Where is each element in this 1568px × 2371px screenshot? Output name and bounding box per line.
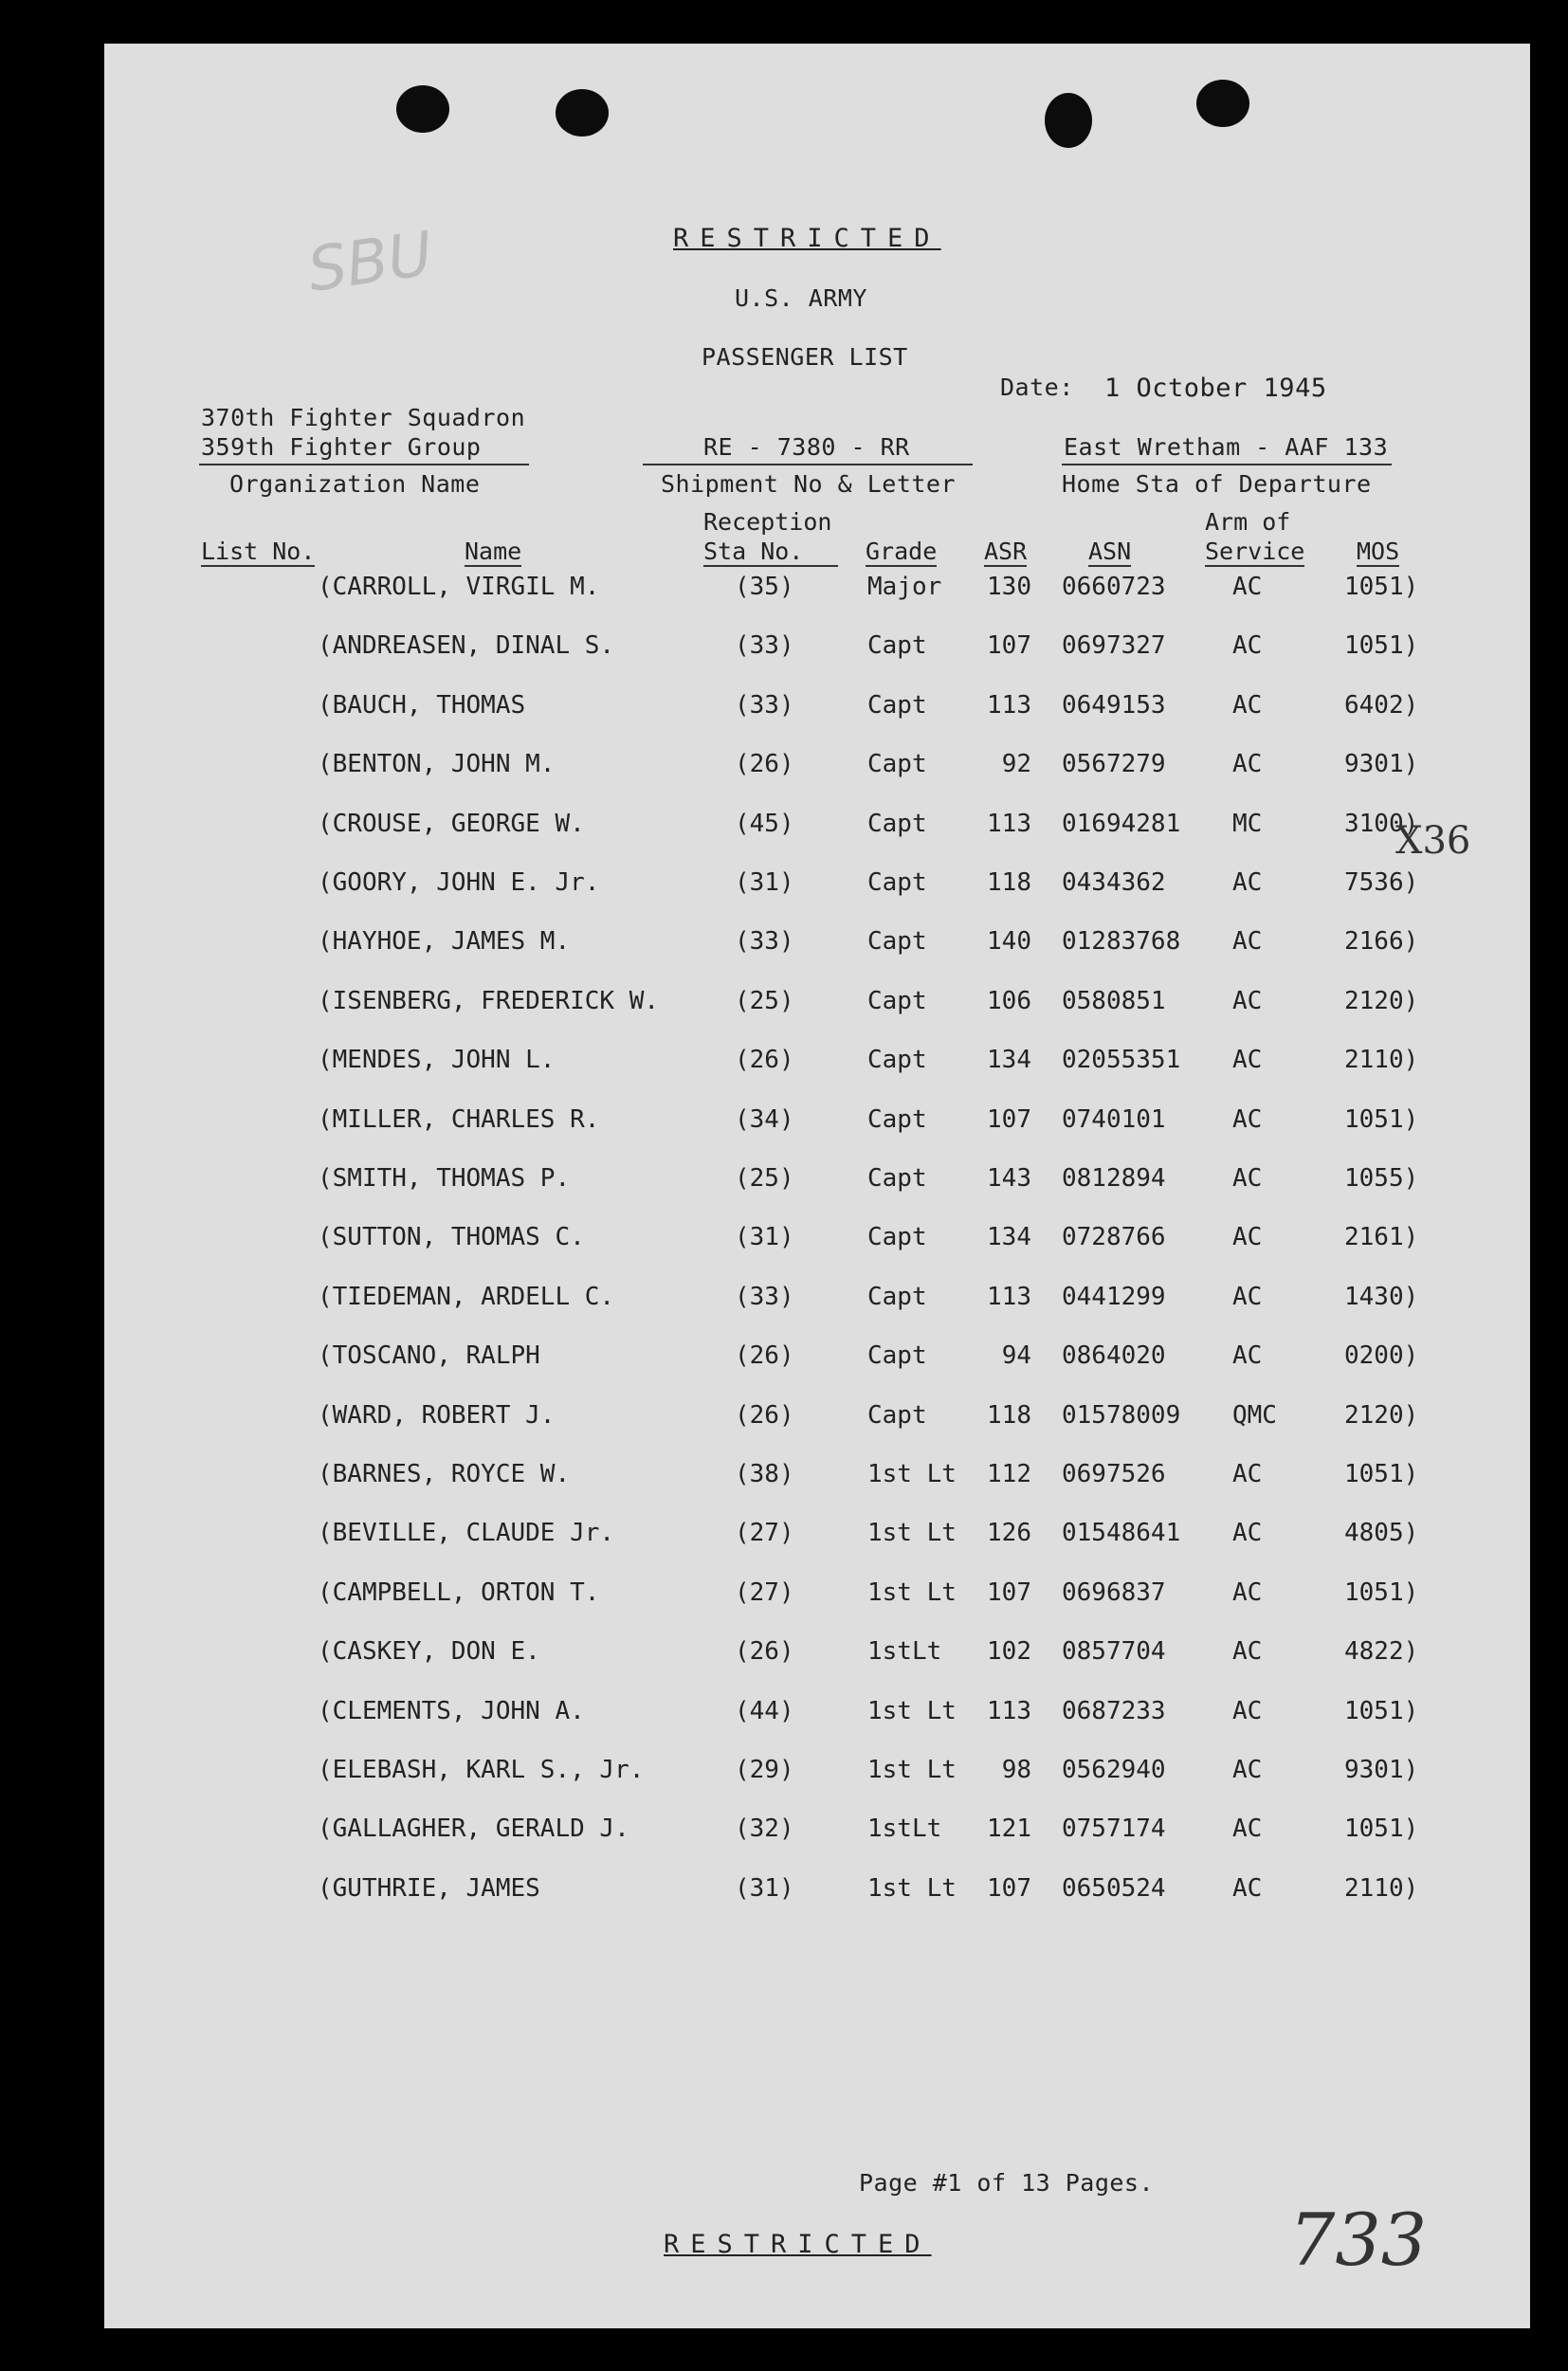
- col-reception-line2: Sta No.: [703, 538, 838, 567]
- col-grade: Grade: [866, 538, 938, 565]
- asr-score: 134: [987, 1223, 1031, 1251]
- shipment-underline: [643, 464, 973, 465]
- passenger-name: (TIEDEMAN, ARDELL C.: [318, 1283, 615, 1311]
- reception-station: (38): [735, 1460, 794, 1488]
- asr-score: 113: [987, 810, 1031, 838]
- reception-station: (45): [735, 810, 794, 838]
- table-row: [0, 1874, 1568, 1912]
- asr-score: 107: [987, 1874, 1031, 1903]
- table-row: [0, 750, 1568, 788]
- mos-code: 9301): [1344, 750, 1419, 778]
- table-row: [0, 1105, 1568, 1143]
- asr-score: 118: [987, 868, 1031, 897]
- reception-station: (29): [735, 1756, 794, 1784]
- mos-code: 1051): [1344, 631, 1419, 660]
- serial-number: 0697526: [1062, 1460, 1166, 1488]
- grade: 1st Lt: [867, 1578, 957, 1607]
- grade: 1st Lt: [867, 1460, 957, 1488]
- reception-station: (26): [735, 750, 794, 778]
- arm-of-service: AC: [1232, 1815, 1263, 1843]
- asr-score: 118: [987, 1401, 1031, 1430]
- date-value: 1 October 1945: [1104, 374, 1327, 403]
- asr-score: 113: [987, 691, 1031, 720]
- home-station-value: East Wretham - AAF 133: [1064, 433, 1389, 461]
- organization-label: Organization Name: [229, 470, 481, 498]
- serial-number: 01548641: [1062, 1519, 1181, 1547]
- reception-station: (27): [735, 1519, 794, 1547]
- reception-station: (33): [735, 1283, 794, 1311]
- mos-code: 2166): [1344, 927, 1419, 956]
- arm-of-service: AC: [1232, 1578, 1263, 1607]
- restricted-bottom: RESTRICTED: [664, 2230, 932, 2259]
- margin-note: X36: [1395, 819, 1471, 863]
- asr-score: 140: [987, 927, 1031, 956]
- shipment-value: RE - 7380 - RR: [703, 433, 910, 461]
- passenger-name: (BARNES, ROYCE W.: [318, 1460, 571, 1488]
- passenger-name: (CASKEY, DON E.: [318, 1637, 540, 1666]
- reception-station: (26): [735, 1637, 794, 1666]
- arm-of-service: AC: [1232, 1223, 1263, 1251]
- mos-code: 9301): [1344, 1756, 1419, 1784]
- grade: 1stLt: [867, 1815, 942, 1843]
- shipment-label: Shipment No & Letter: [661, 470, 957, 498]
- asr-score: 107: [987, 631, 1031, 660]
- table-row: [0, 1697, 1568, 1735]
- reception-station: (31): [735, 868, 794, 897]
- grade: Capt: [867, 750, 927, 778]
- arm-of-service: AC: [1232, 1519, 1263, 1547]
- serial-number: 0441299: [1062, 1283, 1166, 1311]
- arm-of-service: AC: [1232, 631, 1263, 660]
- arm-of-service: AC: [1232, 927, 1263, 956]
- asr-score: 113: [987, 1283, 1031, 1311]
- passenger-name: (ELEBASH, KARL S., Jr.: [318, 1756, 645, 1784]
- col-arm-line1: Arm of: [1205, 508, 1291, 536]
- organization-underline: [199, 464, 529, 465]
- grade: Capt: [867, 691, 927, 720]
- col-name: Name: [465, 538, 522, 565]
- table-row: [0, 1519, 1568, 1557]
- table-row: [0, 1815, 1568, 1852]
- serial-number: 01694281: [1062, 810, 1181, 838]
- punch-hole: [556, 89, 609, 137]
- arm-of-service: QMC: [1232, 1401, 1277, 1430]
- reception-station: (27): [735, 1578, 794, 1607]
- passenger-name: (MILLER, CHARLES R.: [318, 1105, 600, 1134]
- asr-score: 98: [1001, 1756, 1031, 1784]
- mos-code: 0200): [1344, 1341, 1419, 1370]
- arm-of-service: AC: [1232, 750, 1263, 778]
- passenger-name: (GUTHRIE, JAMES: [318, 1874, 540, 1903]
- reception-station: (26): [735, 1341, 794, 1370]
- reception-station: (26): [735, 1401, 794, 1430]
- mos-code: 2120): [1344, 1401, 1419, 1430]
- arm-of-service: MC: [1232, 810, 1263, 838]
- table-row: [0, 631, 1568, 669]
- grade: 1st Lt: [867, 1519, 957, 1547]
- mos-code: 4822): [1344, 1637, 1419, 1666]
- serial-number: 0562940: [1062, 1756, 1166, 1784]
- serial-number: 0580851: [1062, 987, 1166, 1015]
- mos-code: 1051): [1344, 1697, 1419, 1725]
- passenger-name: (SUTTON, THOMAS C.: [318, 1223, 585, 1251]
- table-row: [0, 1460, 1568, 1498]
- table-row: [0, 1637, 1568, 1675]
- restricted-top: RESTRICTED: [673, 224, 941, 253]
- arm-of-service: AC: [1232, 1697, 1263, 1725]
- col-reception-line1: Reception: [703, 508, 832, 536]
- reception-station: (35): [735, 573, 794, 601]
- passenger-name: (GALLAGHER, GERALD J.: [318, 1815, 629, 1843]
- date-label: Date:: [1000, 374, 1074, 401]
- arm-of-service: AC: [1232, 1874, 1263, 1903]
- arm-of-service: AC: [1232, 1046, 1263, 1074]
- mos-code: 1051): [1344, 573, 1419, 601]
- mos-code: 7536): [1344, 868, 1419, 897]
- arm-of-service: AC: [1232, 987, 1263, 1015]
- handwritten-number: 733: [1289, 2198, 1428, 2282]
- table-row: [0, 1578, 1568, 1616]
- mos-code: 1051): [1344, 1105, 1419, 1134]
- passenger-name: (BENTON, JOHN M.: [318, 750, 556, 778]
- asr-score: 92: [1001, 750, 1031, 778]
- grade: Capt: [867, 1164, 927, 1193]
- serial-number: 0697327: [1062, 631, 1166, 660]
- punch-hole: [1196, 80, 1249, 127]
- grade: Major: [867, 573, 942, 601]
- grade: Capt: [867, 1283, 927, 1311]
- grade: 1stLt: [867, 1637, 942, 1666]
- mos-code: 2120): [1344, 987, 1419, 1015]
- table-row: [0, 1756, 1568, 1794]
- col-asn: ASN: [1088, 538, 1132, 565]
- table-row: [0, 927, 1568, 965]
- passenger-name: (CARROLL, VIRGIL M.: [318, 573, 600, 601]
- serial-number: 0567279: [1062, 750, 1166, 778]
- asr-score: 113: [987, 1697, 1031, 1725]
- arm-of-service: AC: [1232, 1460, 1263, 1488]
- asr-score: 121: [987, 1815, 1031, 1843]
- passenger-name: (HAYHOE, JAMES M.: [318, 927, 571, 956]
- grade: Capt: [867, 868, 927, 897]
- asr-score: 107: [987, 1105, 1031, 1134]
- arm-of-service: AC: [1232, 1341, 1263, 1370]
- grade: Capt: [867, 987, 927, 1015]
- serial-number: 01578009: [1062, 1401, 1181, 1430]
- asr-score: 94: [1001, 1341, 1031, 1370]
- arm-of-service: AC: [1232, 1756, 1263, 1784]
- home-station-underline: [1062, 464, 1392, 465]
- grade: Capt: [867, 1105, 927, 1134]
- grade: 1st Lt: [867, 1874, 957, 1903]
- organization-line1: 370th Fighter Squadron: [201, 404, 526, 431]
- table-row: [0, 1401, 1568, 1439]
- grade: 1st Lt: [867, 1697, 957, 1725]
- asr-score: 143: [987, 1164, 1031, 1193]
- grade: Capt: [867, 1341, 927, 1370]
- mos-code: 4805): [1344, 1519, 1419, 1547]
- serial-number: 0740101: [1062, 1105, 1166, 1134]
- serial-number: 0812894: [1062, 1164, 1166, 1193]
- serial-number: 0649153: [1062, 691, 1166, 720]
- home-station-label: Home Sta of Departure: [1062, 470, 1372, 498]
- col-mos: MOS: [1357, 538, 1400, 565]
- asr-score: 126: [987, 1519, 1031, 1547]
- grade: 1st Lt: [867, 1756, 957, 1784]
- table-row: [0, 1164, 1568, 1202]
- mos-code: 2161): [1344, 1223, 1419, 1251]
- passenger-name: (CROUSE, GEORGE W.: [318, 810, 585, 838]
- arm-of-service: AC: [1232, 1283, 1263, 1311]
- table-row: [0, 1283, 1568, 1321]
- arm-of-service: AC: [1232, 573, 1263, 601]
- asr-score: 130: [987, 573, 1031, 601]
- mos-code: 3100): [1344, 810, 1419, 838]
- punch-hole: [396, 85, 449, 133]
- reception-station: (26): [735, 1046, 794, 1074]
- grade: Capt: [867, 927, 927, 956]
- reception-station: (33): [735, 927, 794, 956]
- passenger-name: (CLEMENTS, JOHN A.: [318, 1697, 585, 1725]
- passenger-name: (TOSCANO, RALPH: [318, 1341, 540, 1370]
- passenger-name: (WARD, ROBERT J.: [318, 1401, 556, 1430]
- mos-code: 2110): [1344, 1874, 1419, 1903]
- asr-score: 102: [987, 1637, 1031, 1666]
- arm-of-service: AC: [1232, 1105, 1263, 1134]
- passenger-name: (BAUCH, THOMAS: [318, 691, 526, 720]
- mos-code: 1430): [1344, 1283, 1419, 1311]
- reception-station: (33): [735, 631, 794, 660]
- serial-number: 0660723: [1062, 573, 1166, 601]
- punch-hole: [1045, 93, 1092, 148]
- table-row: [0, 868, 1568, 906]
- asr-score: 107: [987, 1578, 1031, 1607]
- serial-number: 0757174: [1062, 1815, 1166, 1843]
- reception-station: (25): [735, 987, 794, 1015]
- serial-number: 0434362: [1062, 868, 1166, 897]
- arm-of-service: AC: [1232, 868, 1263, 897]
- mos-code: 1051): [1344, 1460, 1419, 1488]
- army-heading: U.S. ARMY: [735, 284, 867, 312]
- passenger-name: (SMITH, THOMAS P.: [318, 1164, 571, 1193]
- table-row: [0, 1046, 1568, 1084]
- passenger-name: (GOORY, JOHN E. Jr.: [318, 868, 600, 897]
- serial-number: 0857704: [1062, 1637, 1166, 1666]
- serial-number: 0687233: [1062, 1697, 1166, 1725]
- pencil-mark: SBU: [303, 219, 437, 306]
- table-row: [0, 573, 1568, 611]
- serial-number: 0728766: [1062, 1223, 1166, 1251]
- grade: Capt: [867, 810, 927, 838]
- col-list-no: List No.: [201, 538, 316, 565]
- reception-station: (33): [735, 691, 794, 720]
- asr-score: 112: [987, 1460, 1031, 1488]
- col-arm-line2: Service: [1205, 538, 1305, 565]
- table-row: [0, 691, 1568, 729]
- asr-score: 134: [987, 1046, 1031, 1074]
- mos-code: 1055): [1344, 1164, 1419, 1193]
- passenger-name: (ISENBERG, FREDERICK W.: [318, 987, 660, 1015]
- passenger-name: (ANDREASEN, DINAL S.: [318, 631, 615, 660]
- mos-code: 2110): [1344, 1046, 1419, 1074]
- grade: Capt: [867, 1401, 927, 1430]
- table-row: [0, 1223, 1568, 1261]
- reception-station: (31): [735, 1874, 794, 1903]
- grade: Capt: [867, 1223, 927, 1251]
- mos-code: 1051): [1344, 1578, 1419, 1607]
- arm-of-service: AC: [1232, 1164, 1263, 1193]
- asr-score: 106: [987, 987, 1031, 1015]
- reception-station: (31): [735, 1223, 794, 1251]
- page-number: Page #1 of 13 Pages.: [859, 2169, 1155, 2197]
- table-row: [0, 987, 1568, 1025]
- serial-number: 02055351: [1062, 1046, 1181, 1074]
- passenger-name: (CAMPBELL, ORTON T.: [318, 1578, 600, 1607]
- table-row: [0, 810, 1568, 848]
- serial-number: 0696837: [1062, 1578, 1166, 1607]
- passenger-name: (BEVILLE, CLAUDE Jr.: [318, 1519, 615, 1547]
- arm-of-service: AC: [1232, 1637, 1263, 1666]
- organization-line2: 359th Fighter Group: [201, 433, 482, 461]
- grade: Capt: [867, 631, 927, 660]
- arm-of-service: AC: [1232, 691, 1263, 720]
- reception-station: (32): [735, 1815, 794, 1843]
- reception-station: (44): [735, 1697, 794, 1725]
- mos-code: 6402): [1344, 691, 1419, 720]
- grade: Capt: [867, 1046, 927, 1074]
- col-asr: ASR: [984, 538, 1028, 565]
- reception-station: (34): [735, 1105, 794, 1134]
- serial-number: 01283768: [1062, 927, 1181, 956]
- passenger-list-title: PASSENGER LIST: [702, 343, 908, 371]
- reception-station: (25): [735, 1164, 794, 1193]
- serial-number: 0864020: [1062, 1341, 1166, 1370]
- table-row: [0, 1341, 1568, 1379]
- mos-code: 1051): [1344, 1815, 1419, 1843]
- serial-number: 0650524: [1062, 1874, 1166, 1903]
- passenger-name: (MENDES, JOHN L.: [318, 1046, 556, 1074]
